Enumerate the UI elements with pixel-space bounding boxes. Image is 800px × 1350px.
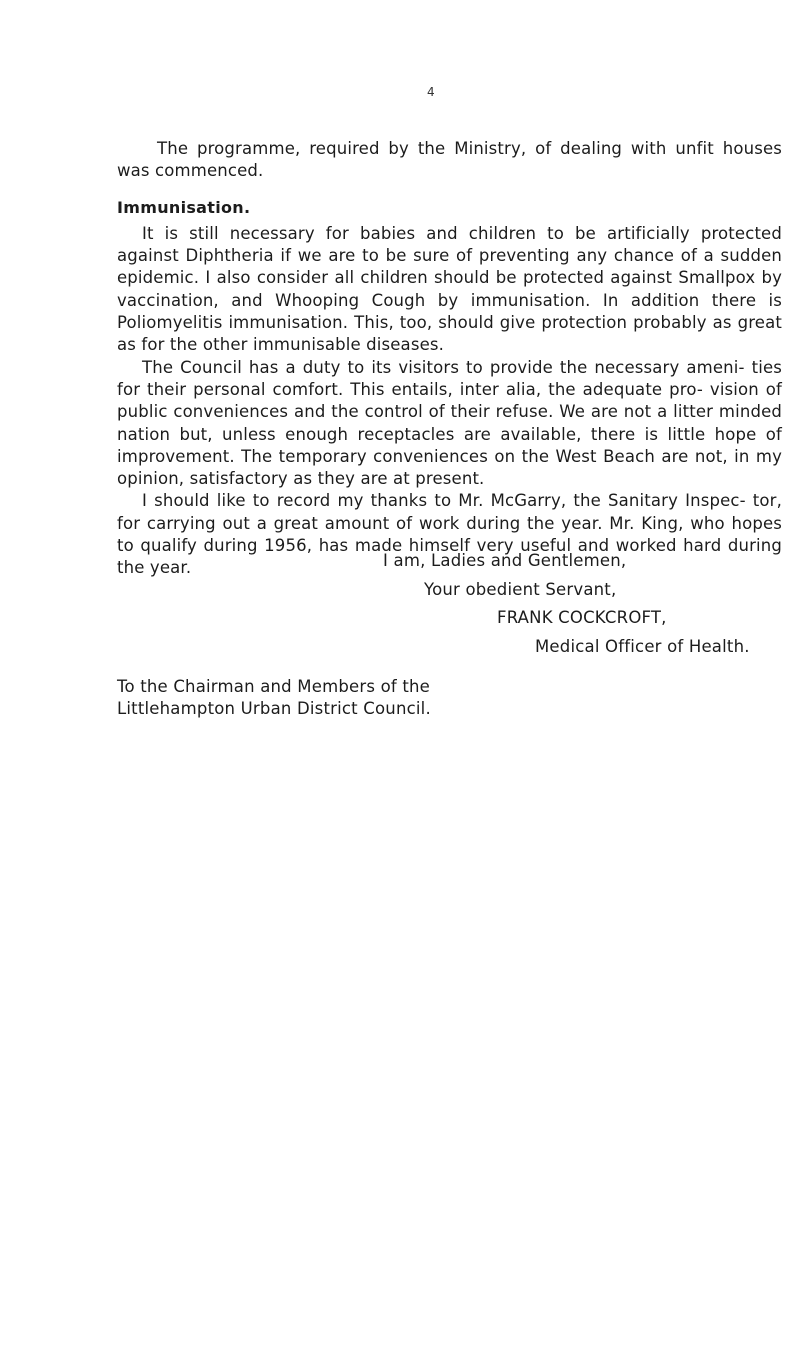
report-body <box>117 138 782 580</box>
signature-name: FRANK COCKCROFT, <box>497 608 667 627</box>
addressee-line-2: Littlehampton Urban District Council. <box>117 699 431 719</box>
addressee-line-1: To the Chairman and Members of the <box>117 677 431 696</box>
paragraph-visitors: The Council has a duty to its visitors to provide the necessary ameni- ties for their personal comfort. This entails, inter alia, the adequate pro- vision of public conveniences and the control of their refuse. We are not a litter minded nation but, unless enough receptacles are available, there is little hope of improvement. The temporary conveniences on the West Beach are not, in my opinion, satisfactory as they are at present. <box>117 357 782 489</box>
page-number: 4 <box>427 85 435 99</box>
intro-paragraph: The programme, required by the Ministry, of dealing with unfit houses was commenced. <box>117 139 782 181</box>
signature-closing: Your obedient Servant, <box>424 580 617 599</box>
signature-salutation: I am, Ladies and Gentlemen, <box>383 551 627 570</box>
section-heading-immunisation: Immunisation. <box>117 197 251 217</box>
addressee-block <box>117 676 431 721</box>
paragraph-immunisation: It is still necessary for babies and children to be artificially protected against Diphtheria if we are to be sure of preventing any chance of a sudden epidemic. I also consider all children should be protected against Smallpox by vaccination, and Whooping Cough by immunisation. In addition there is Poliomyelitis immunisation. This, too, should give protection probably as great as for the other immunisable diseases. <box>117 223 782 355</box>
paragraph-thanks: I should like to record my thanks to Mr. McGarry, the Sanitary Inspec- tor, for carrying out a great amount of work during the year. Mr. King, who hopes to qualify during 1956, has made himself very useful and worked hard during the year. <box>117 491 782 578</box>
signature-title: Medical Officer of Health. <box>535 637 750 656</box>
